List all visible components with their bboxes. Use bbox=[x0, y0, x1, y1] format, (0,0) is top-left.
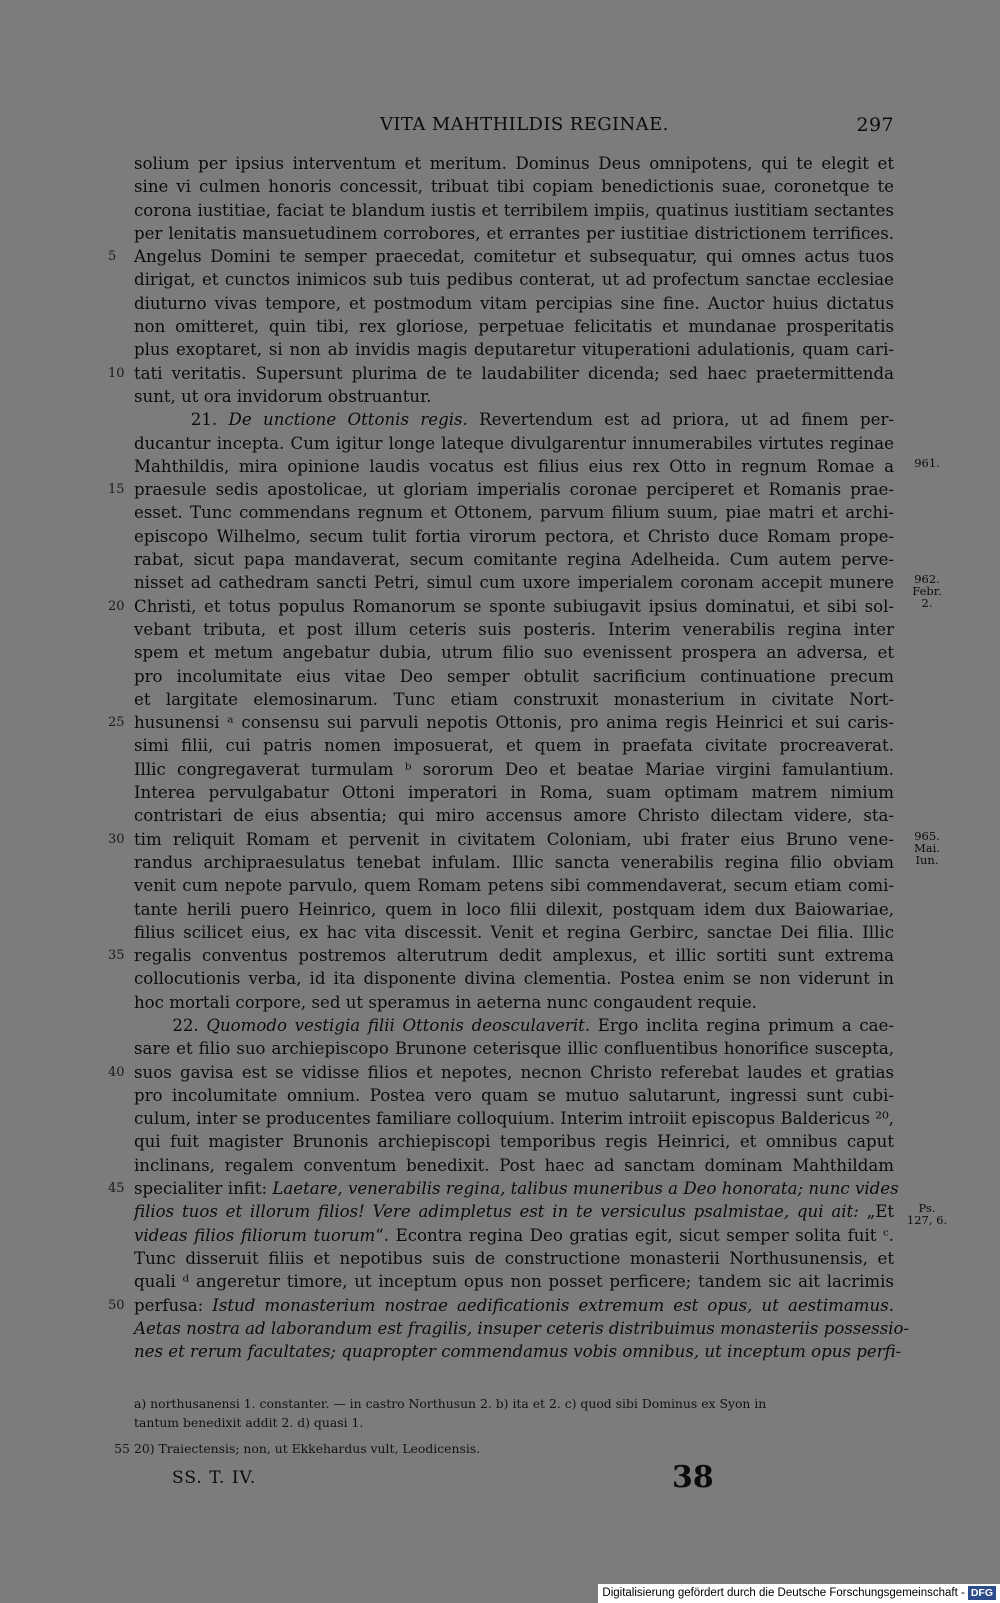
page-number: 297 bbox=[856, 114, 894, 136]
text-line: filius scilicet eius, ex hac vita discessit. Venit et regina Gerbirc, sanctae Dei filia. Illic bbox=[134, 922, 894, 942]
line-number: 15 bbox=[108, 482, 125, 498]
text-line: simi filii, cui patris nomen imposuerat, et quem in praefata civitate procreaverat. bbox=[134, 736, 894, 756]
footnote-line: a) northusanensi 1. constanter. — in castro Northusun 2. b) ita et 2. c) quod sibi Dominus ex Syon in bbox=[134, 1396, 767, 1411]
margin-date: 962. Febr. 2. bbox=[912, 572, 942, 611]
text-line: tante herili puero Heinrico, quem in loco filii dilexit, postquam idem dux Baiowariae, bbox=[134, 899, 894, 919]
text-line: dirigat, et cunctos inimicos sub tuis pedibus conterat, ut ad profectum sanctae ecclesiae bbox=[134, 270, 894, 290]
text-line: inclinans, regalem conventum benedixit. Post haec ad sanctam dominam Mahthildam bbox=[134, 1155, 894, 1175]
text-line: venit cum nepote parvulo, quem Romam petens sibi commendaverat, secum etiam comi- bbox=[134, 876, 894, 896]
text-line: spem et metum angebatur dubia, utrum filio suo evenissent prospera an adversa, et bbox=[134, 643, 894, 663]
text-line: Tunc disseruit filiis et nepotibus suis de constructione monasterii Northusunensis, et bbox=[134, 1248, 894, 1268]
margin-date: 961. bbox=[914, 455, 940, 470]
text-line: sine vi culmen honoris concessit, tribuat tibi copiam benedictionis suae, coronetque te bbox=[134, 177, 894, 197]
footnotes bbox=[114, 1394, 904, 1458]
line-number: 45 bbox=[108, 1181, 125, 1197]
text-line: contristari de eius absentia; qui miro accensus amore Christo dilectam videre, sta- bbox=[134, 806, 894, 826]
text-line: per lenitatis mansuetudinem corrobores, et errantes per iustitiae districtionem terrifices. bbox=[134, 223, 894, 243]
line-number: 5 bbox=[108, 249, 117, 265]
line-number: 35 bbox=[108, 948, 125, 964]
running-header bbox=[134, 114, 894, 140]
text-line: Mahthildis, mira opinione laudis vocatus est filius eius rex Otto in regnum Romae a 961. bbox=[134, 455, 894, 478]
text-line: sunt, ut ora invidorum obstruantur. bbox=[134, 386, 432, 406]
text-line: Aetas nostra ad laborandum est fragilis, insuper ceteris distribuimus monasteriis possessio- bbox=[134, 1318, 910, 1338]
text-line: 22. Quomodo vestigia filii Ottonis deosculaverit. Ergo inclita regina primum a cae- bbox=[172, 1015, 894, 1035]
text-line: Interea pervulgabatur Ottoni imperatori in Roma, suam optimam matrem nimium bbox=[134, 783, 894, 803]
line-number: 30 bbox=[108, 831, 125, 847]
page-footer bbox=[172, 1460, 772, 1500]
text-line: non omitteret, quin tibi, rex gloriose, perpetuae felicitatis et mundanae prosperitatis bbox=[134, 317, 894, 337]
text-line: culum, inter se producentes familiare colloquium. Interim introiit episcopus Baldericus ²⁰, bbox=[134, 1109, 894, 1129]
dfg-logo: DFG bbox=[968, 1586, 996, 1600]
text-line: filios tuos et illorum filios! Vere adimpletus est in te versiculus psalmistae, qui ait: „Et Ps. 127, 6. bbox=[134, 1201, 948, 1228]
text-line: episcopo Wilhelmo, secum tulit fortia virorum pectora, et Christo duce Romam prope- bbox=[134, 526, 894, 546]
text-line: et largitate elemosinarum. Tunc etiam construxit monasterium in civitate Nort- bbox=[134, 689, 894, 709]
text-line: 15 praesule sedis apostolicae, ut gloriam imperialis coronae perciperet et Romanis prae- bbox=[134, 478, 894, 501]
gathering-number: 38 bbox=[672, 1460, 714, 1495]
text-line: 45 specialiter infit: Laetare, venerabilis regina, talibus muneribus a Deo honorata; nunc vides bbox=[134, 1177, 894, 1200]
line-number: 50 bbox=[108, 1297, 125, 1313]
line-number: 25 bbox=[108, 715, 125, 731]
text-line: corona iustitiae, faciat te blandum iustis et terribilem impiis, quatinus iustitiam sectantes bbox=[134, 200, 894, 220]
text-line: solium per ipsius interventum et meritum. Dominus Deus omnipotens, qui te elegit et bbox=[134, 154, 894, 173]
text-line: 40 suos gavisa est se vidisse filios et nepotes, necnon Christo referebat laudes et gratias bbox=[134, 1061, 894, 1084]
digitization-notice: Digitalisierung gefördert durch die Deutsche Forschungsgemeinschaft - DFG bbox=[598, 1584, 1000, 1603]
text-line: qui fuit magister Brunonis archiepiscopi temporibus regis Heinrici, et omnibus caput bbox=[134, 1132, 894, 1152]
footnote-line: 55 20) Traiectensis; non, ut Ekkehardus vult, Leodicensis. bbox=[134, 1439, 904, 1458]
text-line: randus archipraesulatus tenebat infulam. Illic sancta venerabilis regina filio obviam bbox=[134, 852, 894, 872]
text-line: 25 husunensi ᵃ consensu sui parvuli nepotis Ottonis, pro anima regis Heinrici et sui caris- bbox=[134, 711, 894, 734]
text-line: esset. Tunc commendans regnum et Ottonem, parvum filium suum, piae matri et archi- bbox=[134, 503, 894, 523]
text-line: 35 regalis conventus postremos alterutrum dedit amplexus, et illic sortiti sunt extrema bbox=[134, 944, 894, 967]
text-line: 30 tim reliquit Romam et pervenit in civitatem Coloniam, ubi frater eius Bruno vene- 965. Mai. Iun. bbox=[134, 828, 894, 851]
margin-date: 965. Mai. Iun. bbox=[914, 828, 940, 867]
text-line: pro incolumitate eius vitae Deo semper obtulit sacrificium continuatione precum bbox=[134, 666, 894, 686]
signature-mark: SS. T. IV. bbox=[172, 1468, 257, 1488]
line-number: 20 bbox=[108, 598, 125, 614]
main-text bbox=[108, 152, 948, 1363]
line-number: 10 bbox=[108, 365, 125, 381]
margin-psalm-reference: Ps. 127, 6. bbox=[906, 1201, 948, 1228]
text-line: 21. De unctione Ottonis regis. Revertendum est ad priora, ut ad finem per- bbox=[190, 410, 894, 430]
text-line: nes et rerum facultates; quapropter commendamus vobis omnibus, ut inceptum opus perfi- bbox=[134, 1342, 902, 1362]
text-line: plus exoptaret, si non ab invidis magis deputaretur vituperationi adulationis, quam cari- bbox=[134, 340, 894, 360]
text-line: quali ᵈ angeretur timore, ut inceptum opus non posset perficere; tandem sic ait lacrimis bbox=[134, 1272, 894, 1292]
text-line: 5 Angelus Domini te semper praecedat, comitetur et subsequatur, qui omnes actus tuos bbox=[134, 245, 894, 268]
running-title: VITA MAHTHILDIS REGINAE. bbox=[380, 114, 669, 135]
line-number: 55 bbox=[114, 1441, 130, 1456]
text-line: sare et filio suo archiepiscopo Brunone ceterisque illic confluentibus honorifice suscepta, bbox=[134, 1039, 894, 1059]
chapter-heading: Quomodo vestigia filii Ottonis deosculaverit. bbox=[206, 1015, 591, 1035]
footnote-line: tantum benedixit addit 2. d) quasi 1. bbox=[134, 1415, 364, 1430]
text-line: collocutionis verba, id ita disponente divina clementia. Postea enim se non viderunt in bbox=[134, 969, 894, 989]
text-line: rabat, sicut papa mandaverat, secum comitante regina Adelheida. Cum autem perve- bbox=[134, 550, 894, 570]
text-line: vebant tributa, et post illum ceteris suis posteris. Interim venerabilis regina inter bbox=[134, 619, 894, 639]
text-line: ducantur incepta. Cum igitur longe lateque divulgarentur innumerabiles virtutes reginae bbox=[134, 433, 894, 453]
chapter-heading: De unctione Ottonis regis. bbox=[228, 410, 468, 430]
text-line: pro incolumitate omnium. Postea vero quam se mutuo salutarunt, ingressi sunt cubi- bbox=[134, 1085, 894, 1105]
text-line: nisset ad cathedram sancti Petri, simul cum uxore imperialem coronam accepit munere 962. Febr. 2. bbox=[134, 571, 894, 594]
text-line: diuturno vivas tempore, et postmodum vitam percipias sine fine. Auctor huius dictatus bbox=[134, 293, 894, 313]
text-line: 10 tati veritatis. Supersunt plurima de te laudabiliter dicenda; sed haec praetermittenda bbox=[134, 362, 894, 385]
text-line: Illic congregaverat turmulam ᵇ sororum Deo et beatae Mariae virgini famulantium. bbox=[134, 759, 894, 779]
text-line: 20 Christi, et totus populus Romanorum se sponte subiugavit ipsius dominatui, et sibi sol- bbox=[134, 595, 894, 618]
line-number: 40 bbox=[108, 1064, 125, 1080]
text-line: hoc mortali corpore, sed ut speramus in aeterna nunc congaudent requie. bbox=[134, 992, 757, 1012]
text-line: 50 perfusa: Istud monasterium nostrae aedificationis extremum est opus, ut aestimamus. bbox=[134, 1294, 894, 1317]
text-line: videas filios filiorum tuorum“. Econtra regina Deo gratias egit, sicut semper solita fuit ᶜ. bbox=[134, 1225, 895, 1245]
